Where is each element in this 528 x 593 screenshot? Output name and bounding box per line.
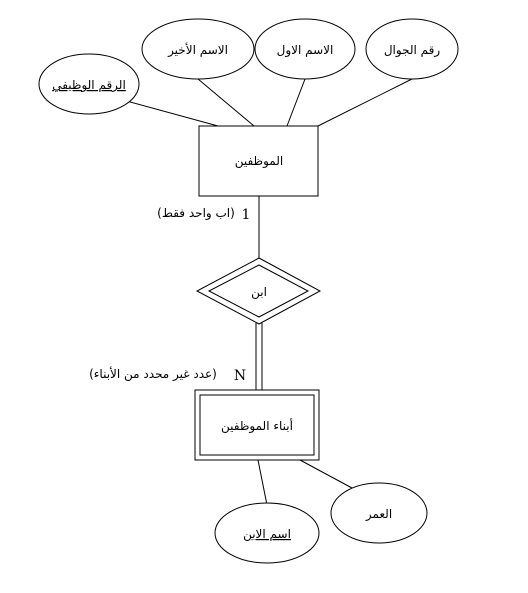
attribute-mobile-label: رقم الجوال xyxy=(383,43,441,57)
connector-age xyxy=(300,460,352,488)
entity-children-label: أبناء الموظفين xyxy=(221,419,293,433)
attribute-child-name-label: اسم الابن xyxy=(243,527,291,541)
attribute-age-label: العمر xyxy=(365,507,393,521)
connector-child-name xyxy=(258,460,267,505)
attribute-employee-id-label: الرقم الوظيفي xyxy=(52,78,126,92)
relationship-label: ابن xyxy=(251,285,267,299)
connector-first-name xyxy=(287,79,305,126)
cardinality-one: 1 xyxy=(241,207,251,223)
cardinality-many-note: (عدد غير محدد من الأبناء) xyxy=(89,367,217,381)
cardinality-one-note: (اب واحد فقط) xyxy=(157,206,235,220)
entity-employees-label: الموظفين xyxy=(234,154,284,168)
connector-mobile xyxy=(318,79,412,126)
cardinality-many: N xyxy=(233,368,247,384)
attribute-last-name-label: الاسم الأخير xyxy=(168,43,228,57)
attribute-first-name-label: الاسم الاول xyxy=(276,43,334,57)
connector-last-name xyxy=(198,79,254,126)
